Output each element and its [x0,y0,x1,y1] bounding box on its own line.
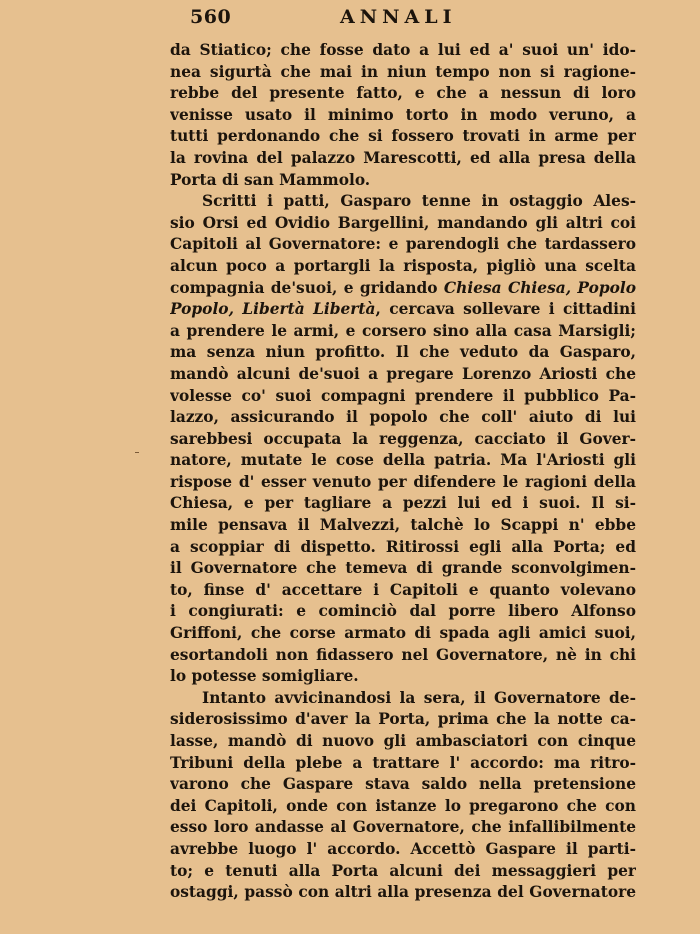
page-number: 560 [190,6,232,28]
text-line: volesse co' suoi compagni prendere il pubblico Pa- [170,386,636,405]
text-line: Chiesa, e per tagliare a pezzi lui ed i suoi. Il si- [170,494,636,513]
text-line: lazzo, assicurando il popolo che coll' aiuto di lui [170,408,636,427]
text-line: alcun poco a portargli la risposta, pigliò una scelta [170,256,636,275]
text-line: varono che Gaspare stava saldo nella pretensione [170,775,636,794]
text-line: ma senza niun profitto. Il che veduto da Gasparo, [170,343,636,362]
running-title: ANNALI [340,6,457,28]
page-header [170,6,636,32]
text-line: to, finse d' accettare i Capitoli e quanto volevano [170,580,636,599]
text-line: nea sigurtà che mai in niun tempo non si ragione- [170,62,636,81]
text-line: rispose d' esser venuto per difendere le ragioni della [170,472,636,491]
text-line: rebbe del presente fatto, e che a nessun di loro [170,84,636,103]
text-line: sarebbesi occupata la reggenza, cacciato il Gover- [170,429,636,448]
text-line: Tribuni della plebe a trattare l' accordo: ma ritro- [170,753,636,772]
text-line: avrebbe luogo l' accordo. Accettò Gaspare il parti- [170,839,636,858]
text-line-mixed [170,278,636,300]
text-span: compagnia de'suoi, e gridando [170,278,438,297]
text-line: to; e tenuti alla Porta alcuni dei messaggieri per [170,861,636,880]
text-line: esso loro andasse al Governatore, che infallibilmente [170,818,636,837]
body-text [170,40,636,904]
text-line: il Governatore che temeva di grande sconvolgimen- [170,559,636,578]
text-line: ostaggi, passò con altri alla presenza del Governatore [170,883,636,902]
text-line: mandò alcuni de'suoi a pregare Lorenzo Ariosti che [170,364,636,383]
italic-phrase: Chiesa Chiesa, Popolo [443,278,636,297]
text-line: venisse usato il minimo torto in modo veruno, a [170,105,636,124]
text-line: lasse, mandò di nuovo gli ambasciatori con cinque [170,732,636,750]
text-line: a scoppiar di dispetto. Ritirossi egli alla Porta; ed [170,537,636,556]
text-line: lo potesse somigliare. [170,667,359,686]
text-line: sio Orsi ed Ovidio Bargellini, mandando gli altri coi [170,213,636,232]
text-line: tutti perdonando che si fossero trovati in arme per [170,127,636,146]
text-line-mixed [170,299,636,321]
text-line: dei Capitoli, onde con istanze lo pregarono che con [170,796,636,815]
text-span: , cercava sollevare i cittadini [375,300,636,319]
text-line: Porta di san Mammolo. [170,170,371,189]
text-line: a prendere le armi, e corsero sino alla casa Marsigli; [170,321,636,340]
text-line: la rovina del palazzo Marescotti, ed alla presa della [170,148,636,167]
italic-phrase: Popolo, Libertà Libertà [170,300,376,319]
text-line: natore, mutate le cose della patria. Ma l'Ariosti gli [170,451,636,470]
text-line: Intanto avvicinandosi la sera, il Governatore de- [202,688,636,707]
margin-mark [135,452,139,453]
text-line: mile pensava il Malvezzi, talchè lo Scappi n' ebbe [170,516,636,535]
text-line: da Stiatico; che fosse dato a lui ed a' suoi un' ido- [170,41,636,59]
text-line: Capitoli al Governatore: e parendogli che tardassero [170,235,636,254]
text-line: Scritti i patti, Gasparo tenne in ostaggio Ales- [202,192,636,211]
text-line: esortandoli non fidassero nel Governatore, nè in chi [170,645,636,664]
text-line: siderosissimo d'aver la Porta, prima che la notte ca- [170,710,636,729]
text-line: Griffoni, che corse armato di spada agli amici suoi, [170,624,636,643]
text-line: i congiurati: e cominciò dal porre libero Alfonso [170,602,636,621]
